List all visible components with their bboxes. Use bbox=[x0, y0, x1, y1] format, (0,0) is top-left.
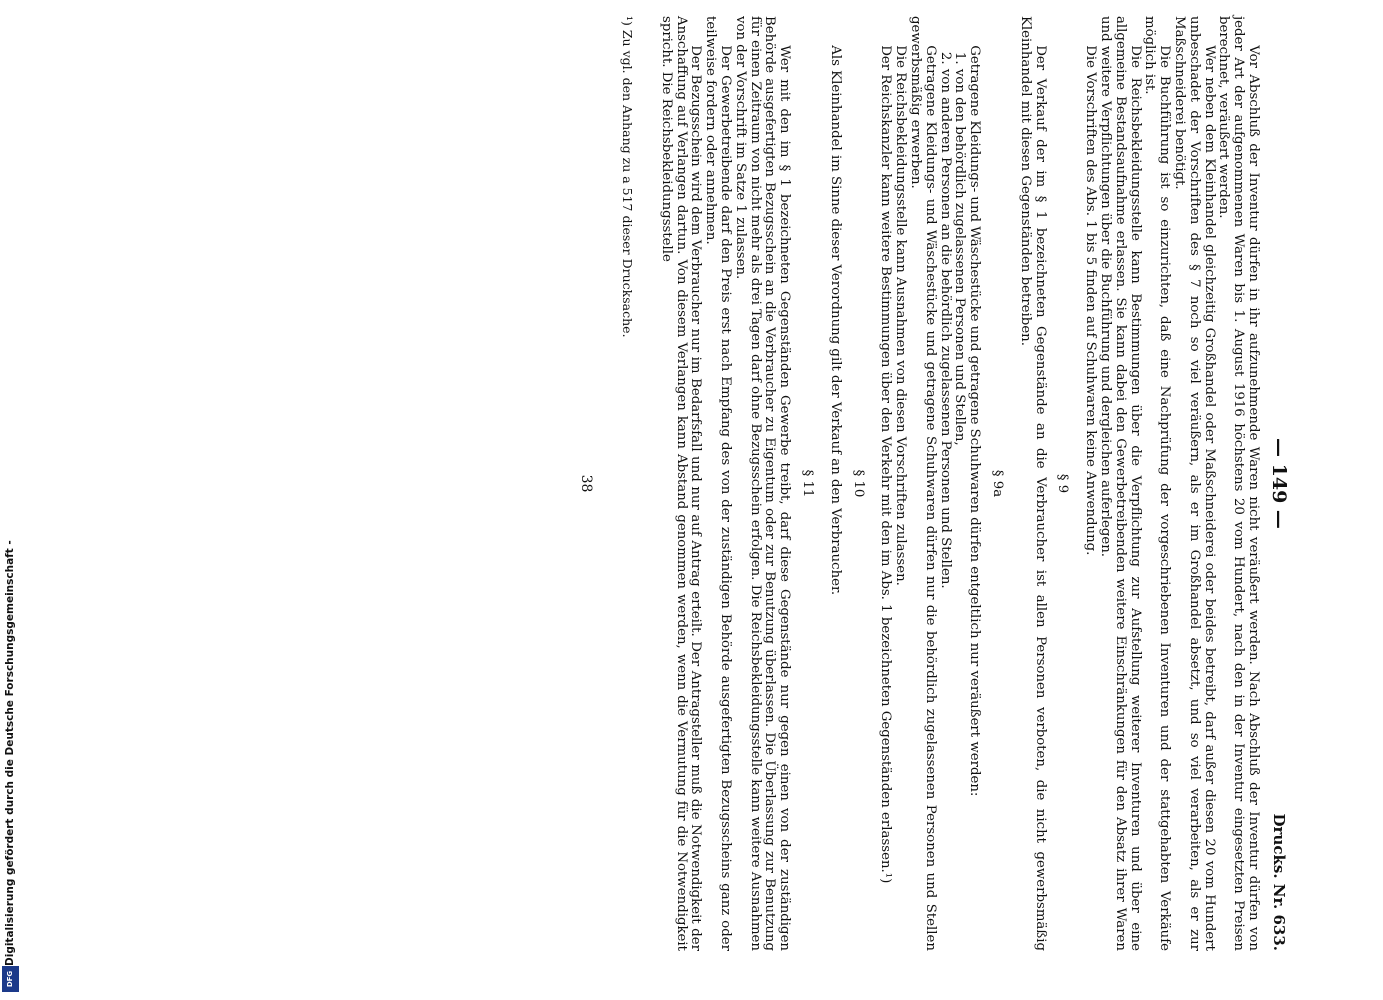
dfg-logo-text: DFG bbox=[6, 970, 15, 988]
dfg-logo-icon bbox=[2, 966, 19, 992]
footnote: ¹) Zu vgl. den Anhang zu a 517 dieser Drucksache. bbox=[620, 16, 636, 338]
page-header bbox=[1260, 16, 1290, 951]
list-item: 1. von den behördlich zugelassenen Personen und Stellen, bbox=[952, 51, 968, 446]
paragraph: Der Reichskanzler kann weitere Bestimmungen über den Verkehr mit den im Abs. 1 bezeichneten Gegenständen erlassen.¹) bbox=[878, 45, 894, 884]
paragraph: Vor Abschluß der Inventur dürfen in ihr aufzunehmende Waren nicht veräußert werden. Nach Abschluß der Inventur dürfen von jeder Art der aufgenommenen Waren bis 1. August 1916 höchstens 20 vom Hundert, nach den in der Inventur eingesetzten Preisen berechnet, veräußert werden. bbox=[1216, 16, 1261, 951]
section-heading-9a: § 9a bbox=[990, 469, 1006, 498]
paragraph: Die Vorschriften des Abs. 1 bis 5 finden auf Schuhwaren keine Anwendung. bbox=[1083, 45, 1099, 556]
paragraph: Wer mit den im § 1 bezeichneten Gegenständen Gewerbe treibt, darf diese Gegenstände nur gegen einen von der zuständigen Behörde ausgefertigten Bezugsschein an die Verbraucher zu Eigentum oder zur Benutzung überlassen. Die Überlassung zur Benutzung für einen Zeitraum von nicht mehr als drei Tagen darf ohne Bezugsschein erfolgen. Die Reichsbekleidungsstelle kann weitere Ausnahmen von der Vorschrift im Satze 1 zulassen. bbox=[732, 16, 793, 951]
sheet-number: 38 bbox=[578, 474, 595, 493]
paragraph: Getragene Kleidungs- und Wäschestücke und getragene Schuhwaren dürfen nur die behördlich zugelassenen Personen und Stellen gewerbsmäßig erwerben. bbox=[908, 16, 938, 951]
paragraph: Die Reichsbekleidungsstelle kann Ausnahmen von diesen Vorschriften zulassen. bbox=[893, 45, 909, 586]
paragraph: Als Kleinhandel im Sinne dieser Verordnung gilt der Verkauf an den Verbraucher. bbox=[827, 45, 843, 596]
paragraph: Getragene Kleidungs- und Wäschestücke und getragene Schuhwaren dürfen entgeltlich nur veräußert werden: bbox=[967, 45, 983, 797]
section-heading-10: § 10 bbox=[850, 469, 866, 498]
paragraph: Die Reichsbekleidungsstelle kann Bestimmungen über die Verpflichtung zur Aufstellung weiterer Inventuren und über eine allgemeine Bestandsaufnahme erlassen. Sie kann dabei den Gewerbetreibenden weitere Einschränkungen für den Absatz ihrer Waren und weitere Verpflichtungen über die Buchführung und dergleichen auferlegen. bbox=[1098, 16, 1143, 951]
paragraph: Der Verkauf der im § 1 bezeichneten Gegenstände an die Verbraucher ist allen Personen verboten, die nicht gewerbsmäßig Kleinhandel mit diesen Gegenständen betreiben. bbox=[1017, 16, 1048, 951]
funding-text: Digitalisierung gefördert durch die Deutsche Forschungsgemeinschaft - bbox=[4, 540, 16, 966]
section-heading-9: § 9 bbox=[1055, 473, 1071, 494]
document-reference: Drucks. Nr. 633. bbox=[1270, 813, 1288, 951]
funding-notice bbox=[0, 0, 22, 1000]
paragraph: Der Bezugsschein wird dem Verbraucher nur im Bedarfsfall und nur auf Antrag erteilt. Der Antragsteller muß die Notwendigkeit der Anschaffung auf Verlangen dartun. Von diesem Verlangen kann Abstand genommen werden, wenn die Vermutung für die Notwendigkeit spricht. Die Reichsbekleidungsstelle bbox=[658, 16, 704, 951]
rotated-page bbox=[32, 16, 1290, 951]
section-heading-11: § 11 bbox=[800, 469, 816, 498]
paragraph: Die Buchführung ist so einzurichten, daß eine Nachprüfung der vorgeschriebenen Inventuren und der stattgehabten Verkäufe möglich ist. bbox=[1142, 16, 1173, 951]
paragraph: Der Gewerbetreibende darf den Preis erst nach Empfang des von der zuständigen Behörde ausgefertigten Bezugsscheins ganz oder teilweise fordern oder annehmen. bbox=[703, 16, 734, 951]
list-item: 2. von anderen Personen an die behördlich zugelassenen Personen und Stellen. bbox=[937, 51, 953, 589]
paragraph: Wer neben dem Kleinhandel gleichzeitig Großhandel oder Maßschneiderei oder beides betreibt, darf außer diesen 20 vom Hundert unbeschadet der Vorschriften des § 7 noch so viel veräußern, als er im Großhandel absetzt, und so viel verarbeiten, als er zur Maßschneiderei benötigt. bbox=[1172, 16, 1217, 951]
page-number: — 149 — bbox=[1268, 438, 1290, 529]
